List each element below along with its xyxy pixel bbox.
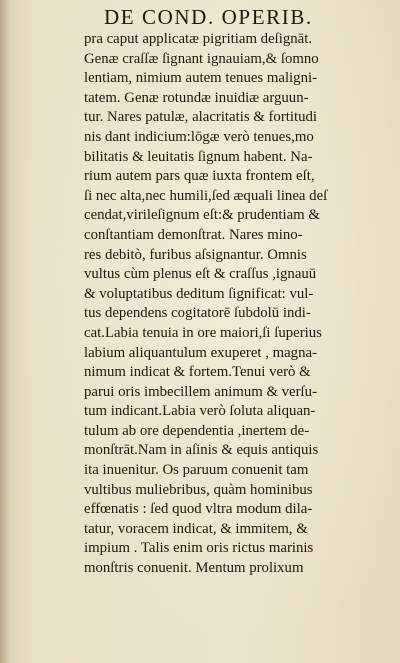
text-line: & voluptatibus deditum ſignificat: vul-	[84, 285, 314, 302]
text-line: monſtris conuenit. Mentum prolixum	[84, 560, 304, 577]
text-line: tatem. Genæ rotundæ inuidiæ arguun-	[84, 89, 309, 106]
text-line: nis dant indicium:lōgæ verò tenues,mo	[84, 128, 314, 145]
text-line: tulum ab ore dependentia ,inertem de-	[84, 422, 310, 439]
running-head: DE COND. OPERIB.	[104, 5, 313, 29]
text-line: lentiam, nimium autem tenues maligni-	[84, 70, 318, 87]
text-line: parui oris imbecillem animum & verſu-	[84, 383, 317, 400]
text-line: cendat,virileſignum eſt:& prudentiam &	[84, 207, 320, 224]
text-line: vultibus muliebribus, quàm hominibus	[84, 481, 313, 498]
text-line: rium autem pars quæ iuxta frontem eſt,	[84, 168, 315, 185]
text-line: monſtrāt.Nam in aſinis & equis antiquis	[84, 442, 319, 459]
text-line: nimum indicat & fortem.Tenui verò &	[84, 364, 311, 381]
text-line: vultus cùm plenus eſt & craſſus ,ignauū	[84, 266, 317, 283]
text-line: conſtantiam demonſtrat. Nares mino-	[84, 226, 303, 243]
text-line: tum indicant.Labia verò ſoluta aliquan-	[84, 403, 316, 420]
text-line: ſi nec alta,nec humili,ſed æquali linea deſ	[84, 187, 328, 204]
text-line: res debitò, furibus aſsignantur. Omnis	[84, 246, 307, 263]
text-line: tus dependens cogitatorē ſubdolū indi-	[84, 305, 311, 322]
body-text	[84, 30, 400, 579]
text-line: pra caput applicatæ pigritiam deſignāt.	[84, 31, 313, 47]
text-line: impium . Talis enim oris rictus marinis	[84, 540, 314, 557]
text-line: Genæ craſſæ ſignant ignauiam,& ſomno	[84, 50, 319, 67]
text-line: tur. Nares patulæ, alacritatis & fortitudi	[84, 109, 317, 126]
text-line: effœnatis : ſed quod vltra modum dila-	[84, 501, 313, 518]
text-line: cat.Labia tenuia in ore maiori,ſi ſuperius	[84, 324, 322, 341]
text-line: tatur, voracem indicat, & immitem, &	[84, 520, 308, 537]
text-line: bilitatis & leuitatis ſignum habent. Na-	[84, 148, 313, 165]
gutter-shadow	[0, 0, 10, 663]
text-line: labium aliquantulum exuperet , magna-	[84, 344, 317, 361]
text-line: ita inuenitur. Os paruum conuenit tam	[84, 462, 309, 479]
